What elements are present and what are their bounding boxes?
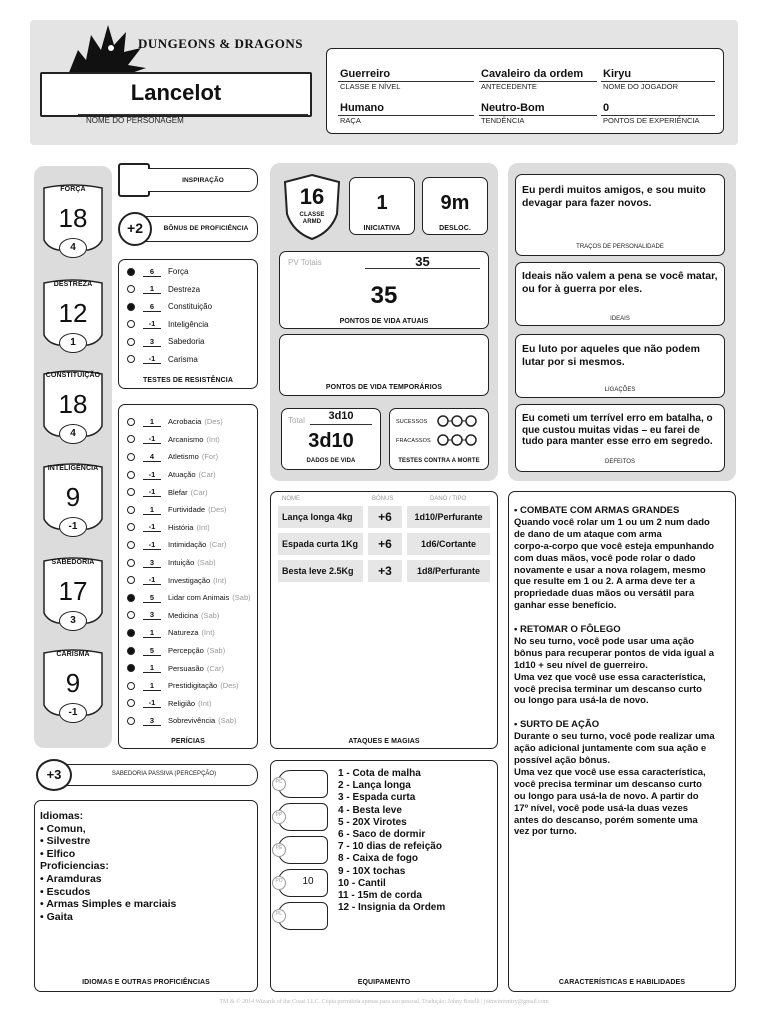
death-saves-label: TESTES CONTRA A MORTE <box>398 458 480 464</box>
saving-throw-row[interactable] <box>127 333 204 351</box>
attack-bonus[interactable]: +6 <box>368 533 402 555</box>
attacks-col-name: NOME <box>282 496 300 502</box>
saving-throw-name: Destreza <box>168 284 201 294</box>
feature-line: com duas mãos, você pode rolar o dado <box>514 552 696 564</box>
name-underline <box>78 114 308 115</box>
feature-line: • SURTO DE AÇÃO <box>514 719 600 731</box>
attacks-title: ATAQUES E MAGIAS <box>348 738 420 745</box>
ability-mod[interactable]: 4 <box>70 428 76 439</box>
skill-ability: (For) <box>201 452 219 462</box>
skill-name: Percepção <box>168 646 204 656</box>
feature-line: Durante o seu turno, você pode realizar uma <box>514 731 715 743</box>
saving-throw-row[interactable] <box>127 351 198 369</box>
feature-line: No seu turno, você pode usar uma ação <box>514 635 695 647</box>
equipment-item[interactable]: 6 - Saco de dormir <box>338 829 426 841</box>
languages-list <box>40 810 254 923</box>
proficiency-bullet-icon[interactable] <box>127 435 135 443</box>
skill-mod[interactable]: 5 <box>143 593 161 603</box>
ability-mod[interactable]: 4 <box>70 242 76 253</box>
footer-legal: TM & © 2014 Wizards of the Coast LLC. Cópia permitida apenas para uso pessoal. Tradução: Johny Botelli | joinwinventry@gmail.com <box>219 999 549 1005</box>
inspiration-label: INSPIRAÇÃO <box>182 177 224 184</box>
languages-title: IDIOMAS E OUTRAS PROFICIÊNCIAS <box>82 979 210 986</box>
skill-ability: (Sab) <box>232 593 251 603</box>
skill-row[interactable] <box>127 624 215 642</box>
skill-ability: (Int) <box>198 698 212 708</box>
ability-label: CARISMA <box>56 651 90 658</box>
language-line: • Silvestre <box>40 835 91 848</box>
coin-slot[interactable] <box>272 902 330 930</box>
feature-line: corpo-a-corpo que você esteja empunhando <box>514 540 715 552</box>
flaws-text[interactable]: Eu cometi um terrível erro em batalha, o que custou muitas vidas – eu farei de tudo para manter esse erro em segredo. <box>522 413 713 447</box>
skill-mod[interactable]: -1 <box>143 434 161 444</box>
language-line: • Elfico <box>40 847 76 860</box>
proficiency-bullet-icon[interactable] <box>127 338 135 346</box>
attack-name[interactable]: Lança longa 4kg <box>278 506 363 528</box>
armor-class-value[interactable]: 16 <box>299 184 325 209</box>
skill-row[interactable] <box>127 677 239 695</box>
language-line: Proficiencias: <box>40 860 109 873</box>
skill-name: Natureza <box>168 628 199 638</box>
player-name-value[interactable]: Kiryu <box>603 68 632 80</box>
skill-row[interactable] <box>127 413 223 431</box>
language-line: • Gaita <box>40 910 73 923</box>
ability-block-constitution <box>38 366 108 452</box>
skills-title: PERÍCIAS <box>171 738 205 745</box>
saving-throw-mod[interactable]: 6 <box>143 302 161 312</box>
proficiency-bullet-icon[interactable] <box>127 471 135 479</box>
speed-value[interactable]: 9m <box>440 192 470 214</box>
skill-name: Sobrevivência <box>168 716 216 726</box>
ability-block-charisma <box>38 645 108 731</box>
features-list <box>514 505 734 838</box>
skill-ability: (Sab) <box>197 558 216 568</box>
feature-line: de dano de um ataque com arma <box>514 528 662 540</box>
coin-label: PC <box>275 779 283 785</box>
coin-label: PP <box>275 812 283 818</box>
skill-ability: (Des) <box>220 681 239 691</box>
feature-line: ou longo para usá-la de novo. <box>514 695 649 707</box>
death-fail-circles-icon[interactable] <box>436 433 478 447</box>
ability-label: INTELIGÊNCIA <box>47 465 99 472</box>
hit-dice-total-label: Total <box>288 416 305 425</box>
proficiency-bullet-icon[interactable] <box>127 303 135 311</box>
equipment-item[interactable]: 10 - Cantil <box>338 877 386 889</box>
ability-label: FORÇA <box>60 186 86 193</box>
ability-mod[interactable]: -1 <box>68 707 78 718</box>
traits-label: TRAÇOS DE PERSONALIDADE <box>576 244 664 250</box>
equipment-item[interactable]: 11 - 15m de corda <box>338 890 422 902</box>
skill-ability: (Car) <box>190 487 208 497</box>
speed-label: DESLOC. <box>439 225 471 232</box>
skill-row[interactable] <box>127 607 219 625</box>
hp-current-value[interactable]: 35 <box>370 282 398 309</box>
saving-throw-name: Constituição <box>168 302 213 312</box>
hp-max-label: PV Totais <box>288 258 322 267</box>
proficiency-bullet-icon[interactable] <box>127 453 135 461</box>
race-label: RAÇA <box>340 116 361 125</box>
attack-bonus[interactable]: +3 <box>368 560 402 582</box>
death-success-label: SUCESSOS <box>396 419 428 425</box>
feature-line: Uma vez que você use essa característica, <box>514 766 706 778</box>
feature-line: possível ação bônus. <box>514 755 611 766</box>
saving-throws-title: TESTES DE RESISTÊNCIA <box>142 377 233 384</box>
feature-line: 17º nível, você pode usá-la duas vezes <box>514 802 689 814</box>
saving-throw-name: Inteligência <box>168 319 209 329</box>
skill-row[interactable] <box>127 589 251 607</box>
proficiency-bullet-icon[interactable] <box>127 559 135 567</box>
language-line: Idiomas: <box>40 810 84 822</box>
equipment-title: EQUIPAMENTO <box>357 979 411 986</box>
equipment-item[interactable]: 7 - 10 dias de refeição <box>338 841 442 853</box>
skill-row[interactable] <box>127 695 211 713</box>
feature-line: • RETOMAR O FÔLEGO <box>514 624 621 636</box>
character-name-label: NOME DO PERSONAGEM <box>86 116 184 125</box>
armor-class-label: CLASSE ARMD <box>299 212 325 225</box>
ability-mod[interactable]: -1 <box>68 521 78 532</box>
skill-mod[interactable]: 1 <box>143 505 161 515</box>
equipment-item[interactable]: 5 - 20X Virotes <box>338 816 407 828</box>
coin-slot[interactable] <box>272 803 330 831</box>
hp-current-label: PONTOS DE VIDA ATUAIS <box>339 318 429 325</box>
proficiency-value[interactable]: +2 <box>127 220 143 236</box>
feature-line: ganhar esse benefício. <box>514 600 617 612</box>
saving-throw-mod[interactable]: -1 <box>143 319 161 329</box>
proficiency-bullet-icon[interactable] <box>127 320 135 328</box>
attack-damage[interactable]: 1d10/Perfurante <box>407 506 490 528</box>
attacks-col-damage: DANO / TIPO <box>430 496 467 502</box>
alignment-label: TENDÊNCIA <box>481 116 525 125</box>
skill-name: Intuição <box>168 558 195 568</box>
skill-name: Lidar com Animais <box>168 593 230 603</box>
language-line: • Aramduras <box>40 872 102 885</box>
feature-line: propriedade duas mãos ou versátil para <box>514 588 695 600</box>
skill-mod[interactable]: 3 <box>143 558 161 568</box>
alignment-value[interactable]: Neutro-Bom <box>481 102 545 114</box>
ideals-label: IDEAIS <box>610 316 630 322</box>
ability-block-wisdom <box>38 553 108 639</box>
saving-throw-row[interactable] <box>127 316 208 334</box>
feature-line: Quando você rolar um 1 ou um 2 num dado <box>514 516 710 528</box>
attacks-col-bonus: BÔNUS <box>372 496 394 502</box>
coin-value[interactable]: 10 <box>302 876 314 887</box>
logo-text: DUNGEONS & DRAGONS <box>138 36 304 51</box>
skill-mod[interactable]: 5 <box>143 646 161 656</box>
coin-label: PO <box>275 878 283 884</box>
saving-throw-name: Sabedoria <box>168 337 205 347</box>
skill-name: Atuação <box>168 470 196 480</box>
skill-name: Persuasão <box>168 663 204 673</box>
saving-throw-name: Força <box>168 267 189 277</box>
feature-line: novamente e usar a nova rolagem, mesmo <box>514 564 706 576</box>
xp-value[interactable]: 0 <box>603 102 610 114</box>
feature-line: você precisa terminar um descanso curto <box>514 683 702 695</box>
proficiency-bullet-icon[interactable] <box>127 594 135 602</box>
hp-temp-label: PONTOS DE VIDA TEMPORÁRIOS <box>325 384 443 391</box>
attacks-panel <box>270 491 498 749</box>
proficiency-bullet-icon[interactable] <box>127 699 135 707</box>
death-fail-label: FRACASSOS <box>396 438 431 444</box>
coin-label: PL <box>275 911 283 917</box>
feature-line: Uma vez que você use essa característica, <box>514 671 706 683</box>
skill-mod[interactable]: 4 <box>143 452 161 462</box>
skill-name: Prestidigitação <box>168 681 218 691</box>
ability-label: DESTREZA <box>53 281 93 288</box>
ability-block-dexterity <box>38 275 108 361</box>
skill-ability: (Int) <box>206 434 220 444</box>
hit-dice-label: DADOS DE VIDA <box>306 458 356 464</box>
skill-mod[interactable]: 3 <box>143 610 161 620</box>
feature-line: você precisa terminar um descanso curto <box>514 778 702 790</box>
initiative-label: INICIATIVA <box>363 225 401 232</box>
skill-ability: (Des) <box>208 505 227 515</box>
proficiency-bullet-icon[interactable] <box>127 506 135 514</box>
skill-ability: (Sab) <box>201 610 220 620</box>
skill-mod[interactable]: 1 <box>143 417 161 427</box>
skill-row[interactable] <box>127 483 208 501</box>
proficiency-bullet-icon[interactable] <box>127 488 135 496</box>
saving-throws-list <box>127 263 255 373</box>
ability-score[interactable]: 17 <box>58 576 88 606</box>
skill-ability: (Car) <box>206 663 224 673</box>
proficiency-bullet-icon[interactable] <box>127 664 135 672</box>
skill-name: Intimidação <box>168 540 207 550</box>
feature-line: • COMBATE COM ARMAS GRANDES <box>514 505 680 516</box>
saving-throw-row[interactable] <box>127 281 200 299</box>
equipment-item[interactable]: 9 - 10X tochas <box>338 865 406 877</box>
skill-row[interactable] <box>127 536 226 554</box>
saving-throw-row[interactable] <box>127 298 212 316</box>
ability-score[interactable]: 9 <box>65 668 81 698</box>
skill-row[interactable] <box>127 571 226 589</box>
skill-row[interactable] <box>127 554 216 572</box>
skill-ability: (Int) <box>213 575 227 585</box>
skill-name: Arcanismo <box>168 434 204 444</box>
coin-slot[interactable] <box>272 770 330 798</box>
skill-row[interactable] <box>127 519 210 537</box>
saving-throw-mod[interactable]: 1 <box>143 284 161 294</box>
proficiency-bullet-icon[interactable] <box>127 682 135 690</box>
equipment-item[interactable]: 8 - Caixa de fogo <box>338 853 419 865</box>
skill-ability: (Int) <box>196 522 210 532</box>
attack-damage[interactable]: 1d6/Cortante <box>407 533 490 555</box>
flaws-label: DEFEITOS <box>605 459 635 465</box>
race-value[interactable]: Humano <box>340 102 384 114</box>
coin-label: PE <box>275 845 283 851</box>
death-success-circles-icon[interactable] <box>436 414 478 428</box>
skill-name: Religião <box>168 698 196 708</box>
skill-row[interactable] <box>127 466 216 484</box>
initiative-value[interactable]: 1 <box>376 192 388 214</box>
feature-line: bônus para recuperar pontos de vida igual a <box>514 647 715 659</box>
feature-line: ou longo para usá-la de novo. A partir do <box>514 790 699 802</box>
proficiency-bullet-icon[interactable] <box>127 576 135 584</box>
skill-mod[interactable]: -1 <box>143 540 161 550</box>
skill-row[interactable] <box>127 501 226 519</box>
ability-score[interactable]: 12 <box>58 298 88 328</box>
skill-name: Furtividade <box>168 505 206 515</box>
hp-max-value[interactable]: 35 <box>415 254 430 269</box>
attack-row[interactable] <box>278 533 490 555</box>
proficiency-bullet-icon[interactable] <box>127 611 135 619</box>
attack-damage[interactable]: 1d8/Perfurante <box>407 560 490 582</box>
proficiency-bullet-icon[interactable] <box>127 647 135 655</box>
proficiency-bullet-icon[interactable] <box>127 541 135 549</box>
proficiency-bullet-icon[interactable] <box>127 268 135 276</box>
skill-mod[interactable]: 1 <box>143 663 161 673</box>
skill-row[interactable] <box>127 712 236 730</box>
proficiency-bullet-icon[interactable] <box>127 355 135 363</box>
background-label: ANTECEDENTE <box>481 82 537 91</box>
skill-ability: (Des) <box>204 417 223 427</box>
language-line: • Escudos <box>40 885 91 898</box>
equipment-item[interactable]: 3 - Espada curta <box>338 792 416 804</box>
ability-label: CONSTITUIÇÃO <box>45 372 101 379</box>
features-title: CARACTERÍSTICAS E HABILIDADES <box>558 979 686 986</box>
proficiency-bullet-icon[interactable] <box>127 523 135 531</box>
language-line: • Armas Simples e marciais <box>40 898 177 911</box>
skill-mod[interactable]: -1 <box>143 470 161 480</box>
ability-mod[interactable]: 1 <box>70 337 76 348</box>
attack-name[interactable]: Espada curta 1Kg <box>278 533 363 555</box>
skill-mod[interactable]: -1 <box>143 487 161 497</box>
character-name-value[interactable]: Lancelot <box>130 80 222 105</box>
class-level-label: CLASSE E NÍVEL <box>340 82 401 91</box>
skill-mod[interactable]: 3 <box>143 716 161 726</box>
skill-mod[interactable]: -1 <box>143 698 161 708</box>
proficiency-label: BÔNUS DE PROFICIÊNCIA <box>163 225 249 232</box>
skill-mod[interactable]: -1 <box>143 575 161 585</box>
ability-label: SABEDORIA <box>51 559 95 566</box>
feature-line: ação adicional juntamente com sua ação e <box>514 743 707 755</box>
proficiency-bullet-icon[interactable] <box>127 717 135 725</box>
language-line: • Comun, <box>40 822 86 835</box>
skill-row[interactable] <box>127 659 224 677</box>
bonds-label: LIGAÇÕES <box>604 387 636 393</box>
equipment-item[interactable]: 2 - Lança longa <box>338 780 411 792</box>
skill-row[interactable] <box>127 448 218 466</box>
skill-ability: (Sab) <box>218 716 237 726</box>
bonds-text[interactable]: Eu luto por aqueles que não podem lutar por si mesmos. <box>522 343 700 368</box>
skills-list <box>127 413 255 733</box>
ability-mod[interactable]: 3 <box>70 615 76 626</box>
equipment-item[interactable]: 12 - Insignia da Ordem <box>338 902 446 914</box>
ideals-text[interactable]: Ideais não valem a pena se você matar, ou for à guerra por eles. <box>522 270 718 295</box>
equipment-list <box>338 768 494 914</box>
feature-line <box>514 707 734 719</box>
attack-name[interactable]: Besta leve 2.5Kg <box>278 560 363 582</box>
traits-text[interactable]: Eu perdi muitos amigos, e sou muito devagar para fazer novos. <box>522 184 706 209</box>
ability-score[interactable]: 9 <box>65 482 81 512</box>
proficiency-bullet-icon[interactable] <box>127 285 135 293</box>
hit-dice-total-underline <box>310 424 372 425</box>
ability-block-strength <box>38 180 108 266</box>
passive-wisdom-label: SABEDORIA PASSIVA (PERCEPÇÃO) <box>111 771 217 777</box>
skill-row[interactable] <box>127 642 225 660</box>
attack-row[interactable] <box>278 506 490 528</box>
coin-slot[interactable] <box>272 836 330 864</box>
skill-name: Acrobacia <box>168 417 202 427</box>
skill-name: Medicina <box>168 610 199 620</box>
xp-label: PONTOS DE EXPERIÊNCIA <box>603 116 700 125</box>
hit-dice-value[interactable]: 3d10 <box>308 430 354 452</box>
ability-score[interactable]: 18 <box>58 203 88 233</box>
feature-line <box>514 612 734 624</box>
skill-ability: (Car) <box>198 470 216 480</box>
feature-line: vez por turno. <box>514 826 577 838</box>
coin-slot[interactable] <box>272 869 330 897</box>
feature-line: que resulte em 1 ou 2. A arma deve ter a <box>514 576 695 588</box>
feature-line: antes do descanso, porém somente uma <box>514 814 698 826</box>
hit-dice-total-value[interactable]: 3d10 <box>328 410 354 422</box>
proficiency-bullet-icon[interactable] <box>127 418 135 426</box>
attack-bonus[interactable]: +6 <box>368 506 402 528</box>
saving-throw-mod[interactable]: 6 <box>143 267 161 277</box>
skill-name: Blefar <box>168 487 188 497</box>
ability-score[interactable]: 18 <box>58 389 88 419</box>
saving-throw-name: Carisma <box>168 354 198 364</box>
skill-name: História <box>168 522 194 532</box>
equipment-item[interactable]: 1 - Cota de malha <box>338 768 421 779</box>
feature-line: 1d10 + seu nível de guerreiro. <box>514 659 648 671</box>
class-level-value[interactable]: Guerreiro <box>340 68 391 80</box>
proficiency-bullet-icon[interactable] <box>127 629 135 637</box>
saving-throw-mod[interactable]: -1 <box>143 354 161 364</box>
skill-ability: (Car) <box>209 540 227 550</box>
skill-name: Investigação <box>168 575 211 585</box>
player-name-label: NOME DO JOGADOR <box>603 82 679 91</box>
skill-mod[interactable]: -1 <box>143 522 161 532</box>
passive-wisdom-value[interactable]: +3 <box>46 767 62 782</box>
attack-row[interactable] <box>278 560 490 582</box>
skill-ability: (Sab) <box>206 646 226 656</box>
background-value[interactable]: Cavaleiro da ordem <box>481 68 584 80</box>
saving-throw-row[interactable] <box>127 263 188 281</box>
equipment-item[interactable]: 4 - Besta leve <box>338 804 402 816</box>
inspiration-box[interactable] <box>118 163 150 197</box>
skill-ability: (Int) <box>201 628 215 638</box>
skill-mod[interactable]: 1 <box>143 628 161 638</box>
skill-name: Atletismo <box>168 452 199 462</box>
saving-throw-mod[interactable]: 3 <box>143 337 161 347</box>
ability-block-intelligence <box>38 459 108 545</box>
skill-mod[interactable]: 1 <box>143 681 161 691</box>
skill-row[interactable] <box>127 431 220 449</box>
